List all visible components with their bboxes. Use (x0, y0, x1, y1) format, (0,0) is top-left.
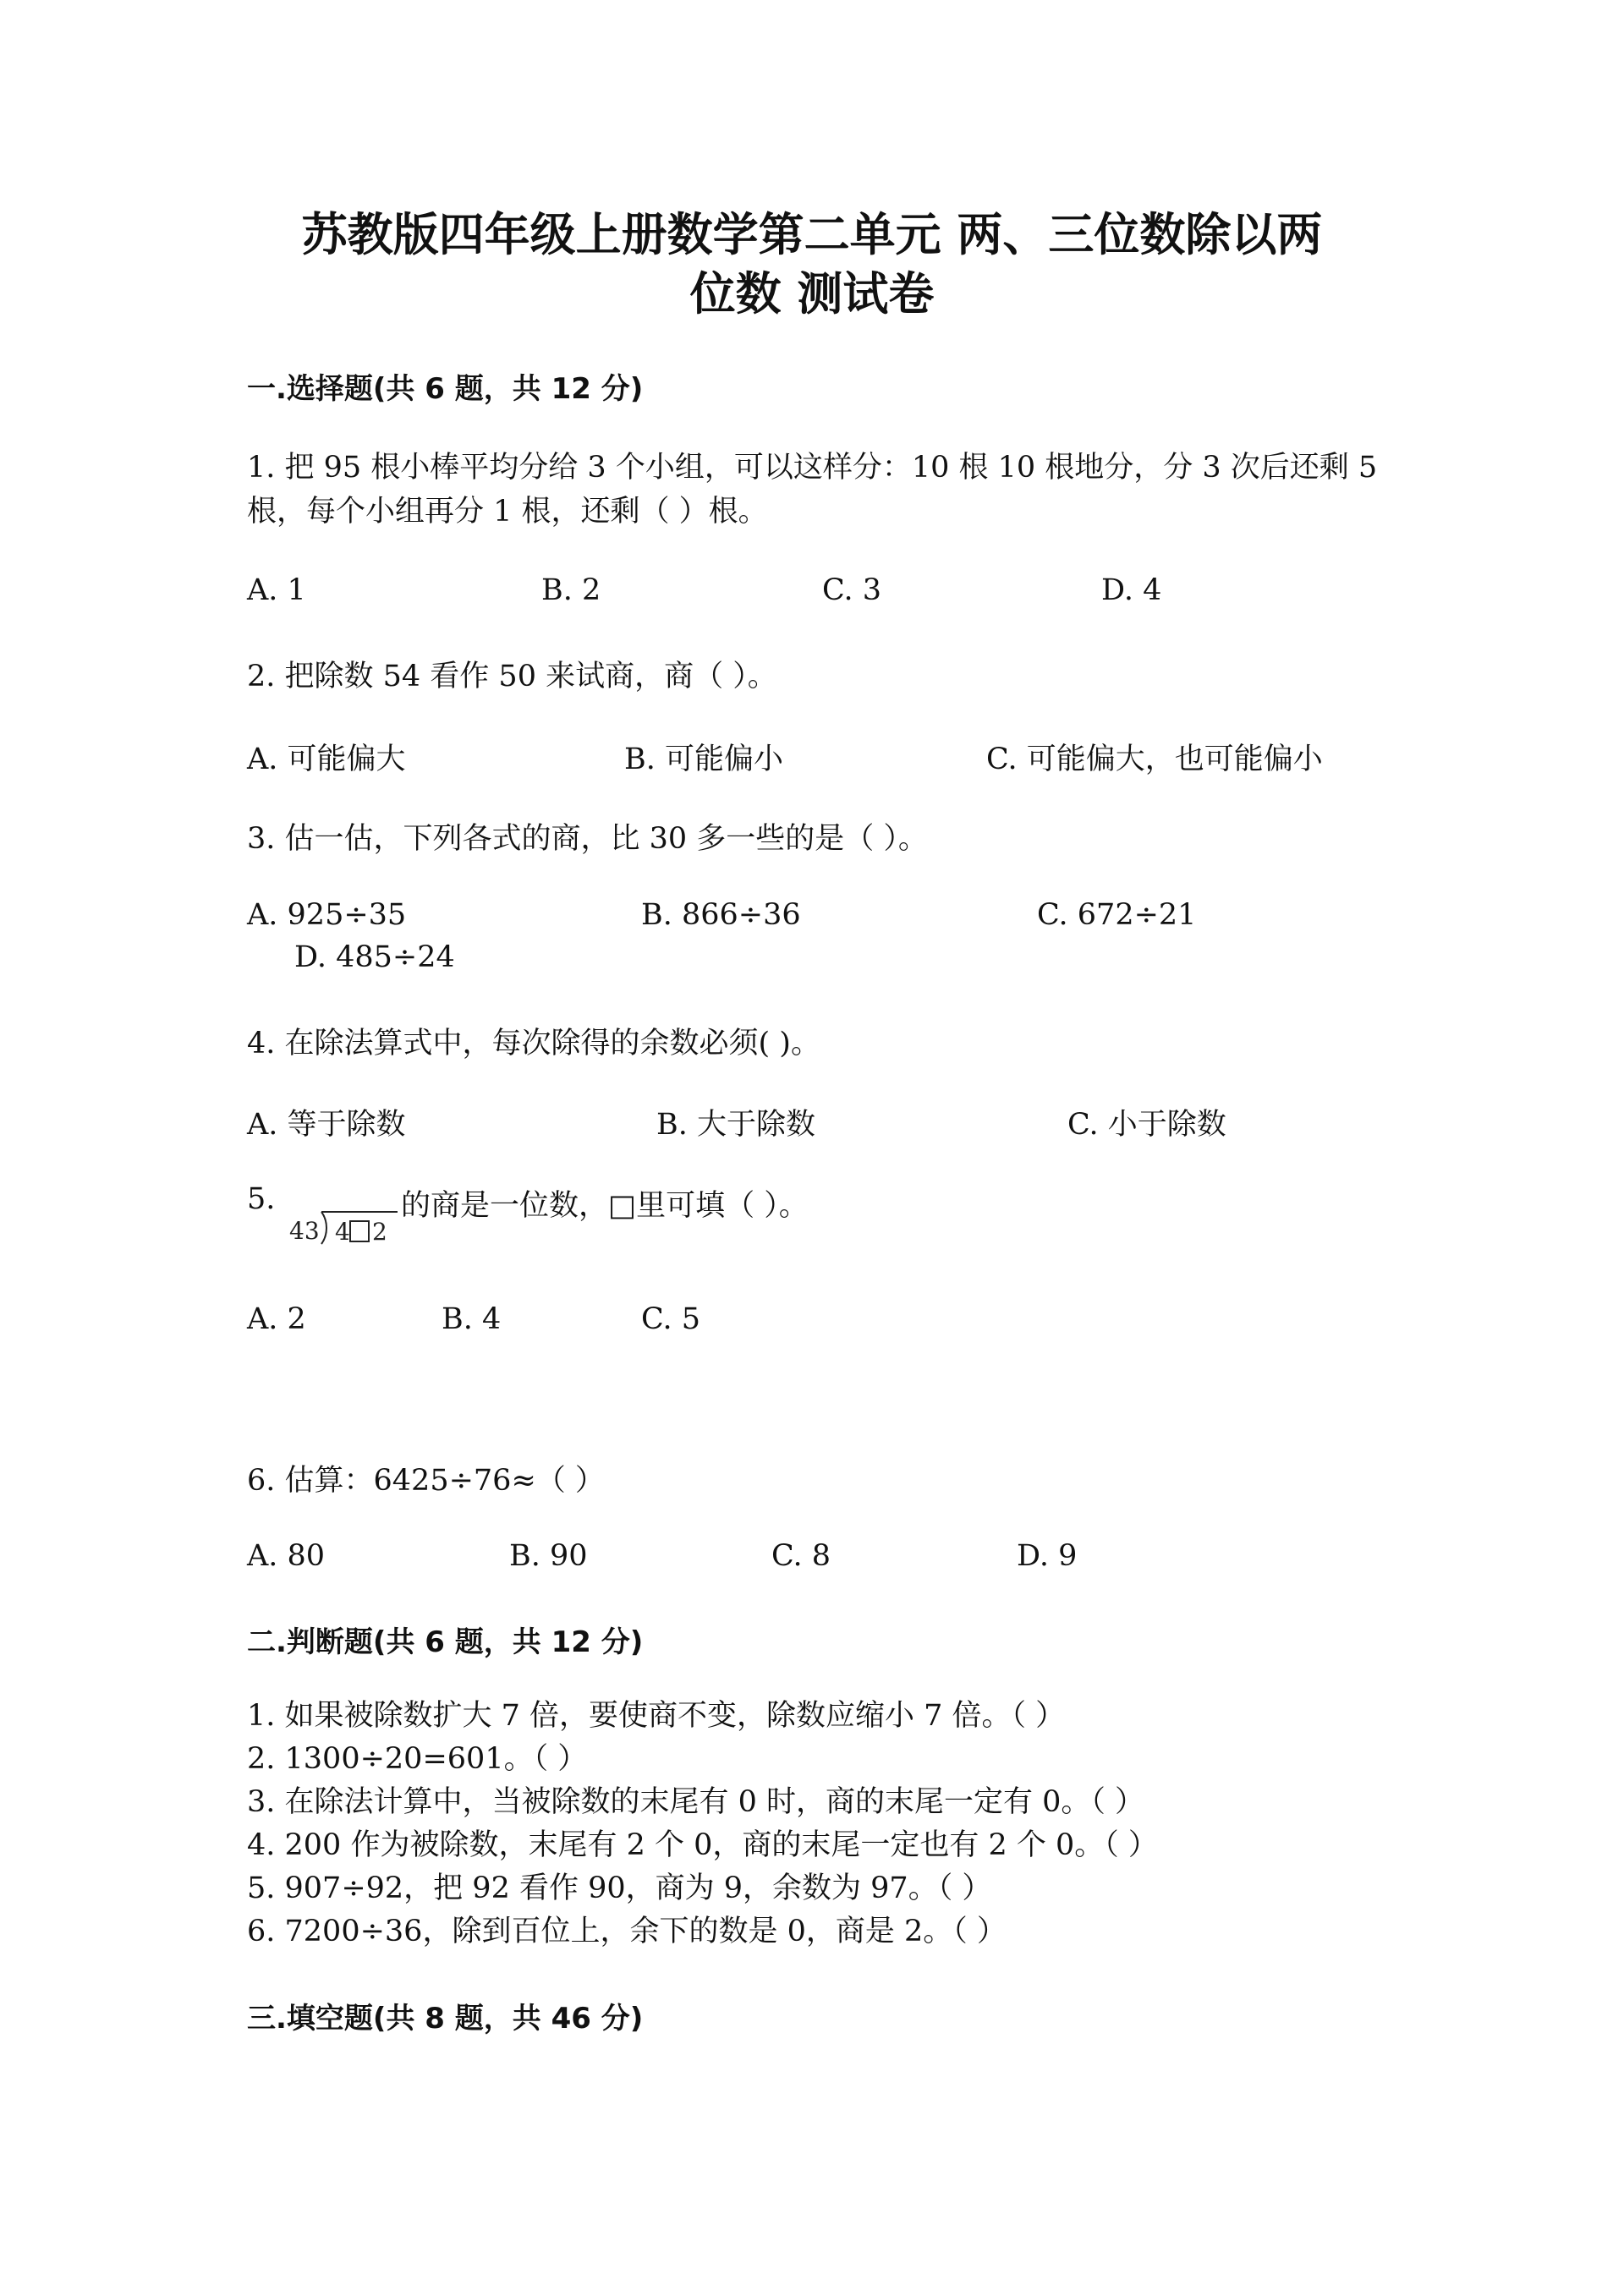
q1-option-a[interactable]: A. 1 (247, 573, 306, 607)
q1-option-c[interactable]: C. 3 (822, 573, 882, 607)
q2-option-c[interactable]: C. 可能偏大，也可能偏小 (986, 743, 1323, 776)
page-title-line1: 苏教版四年级上册数学第二单元 两、三位数除以两 (301, 208, 1323, 261)
judge-item-3: 3. 在除法计算中，当被除数的末尾有 0 时，商的末尾一定有 0。（ ） (247, 1785, 1145, 1819)
section-heading-judge: 二.判断题(共 6 题，共 12 分) (247, 1625, 644, 1659)
judge-item-5: 5. 907÷92，把 92 看作 90，商为 9，余数为 97。（ ） (247, 1871, 992, 1905)
q2-option-a[interactable]: A. 可能偏大 (247, 743, 406, 776)
judge-item-6: 6. 7200÷36，除到百位上，余下的数是 0，商是 2。（ ） (247, 1915, 1007, 1948)
q4-option-c[interactable]: C. 小于除数 (1067, 1108, 1226, 1142)
q3-option-a[interactable]: A. 925÷35 (247, 898, 407, 932)
section-heading-fill: 三.填空题(共 8 题，共 46 分) (247, 2002, 644, 2036)
q4-option-a[interactable]: A. 等于除数 (247, 1108, 406, 1142)
long-division-figure (288, 1209, 406, 1247)
q2-option-b[interactable]: B. 可能偏小 (624, 743, 783, 776)
q6-option-b[interactable]: B. 90 (509, 1539, 588, 1573)
figure-dividend-left: 4 (335, 1218, 350, 1246)
q5-option-b[interactable]: B. 4 (442, 1302, 502, 1336)
q5-option-c[interactable]: C. 5 (641, 1302, 701, 1336)
question-3: 3. 估一估，下列各式的商，比 30 多一些的是（ ）。 (247, 822, 928, 856)
q5-option-a[interactable]: A. 2 (247, 1302, 306, 1336)
blank-box (350, 1221, 369, 1241)
judge-item-4: 4. 200 作为被除数，末尾有 2 个 0，商的末尾一定也有 2 个 0。（ ） (247, 1828, 1158, 1862)
question-1: 1. 把 95 根小棒平均分给 3 个小组，可以这样分：10 根 10 根地分，分 3 次后还剩 5 根，每个小组再分 1 根，还剩（ ）根。 (247, 451, 1378, 529)
q4-option-b[interactable]: B. 大于除数 (656, 1108, 815, 1142)
q3-option-d[interactable]: D. 485÷24 (294, 940, 455, 974)
figure-divisor: 43 (289, 1217, 320, 1245)
q1-option-b[interactable]: B. 2 (541, 573, 601, 607)
q6-option-c[interactable]: C. 8 (771, 1539, 831, 1573)
question-4: 4. 在除法算式中，每次除得的余数必须( )。 (247, 1027, 820, 1060)
question-6: 6. 估算：6425÷76≈（ ） (247, 1464, 605, 1498)
q1-option-d[interactable]: D. 4 (1101, 573, 1162, 607)
q3-option-c[interactable]: C. 672÷21 (1037, 898, 1197, 932)
section-heading-choice: 一.选择题(共 6 题，共 12 分) (247, 372, 644, 406)
judge-item-2: 2. 1300÷20=601。（ ） (247, 1742, 588, 1776)
page-title-line2: 位数 测试卷 (689, 267, 935, 321)
q6-option-d[interactable]: D. 9 (1017, 1539, 1078, 1573)
q3-option-b[interactable]: B. 866÷36 (641, 898, 801, 932)
q6-option-a[interactable]: A. 80 (247, 1539, 326, 1573)
figure-dividend-right: 2 (372, 1218, 387, 1246)
question-5-number: 5. (247, 1182, 276, 1216)
question-5-text: 的商是一位数，□里可填（ ）。 (401, 1189, 809, 1223)
judge-item-1: 1. 如果被除数扩大 7 倍，要使商不变，除数应缩小 7 倍。（ ） (247, 1699, 1066, 1733)
question-2: 2. 把除数 54 看作 50 来试商，商（ ）。 (247, 660, 777, 693)
